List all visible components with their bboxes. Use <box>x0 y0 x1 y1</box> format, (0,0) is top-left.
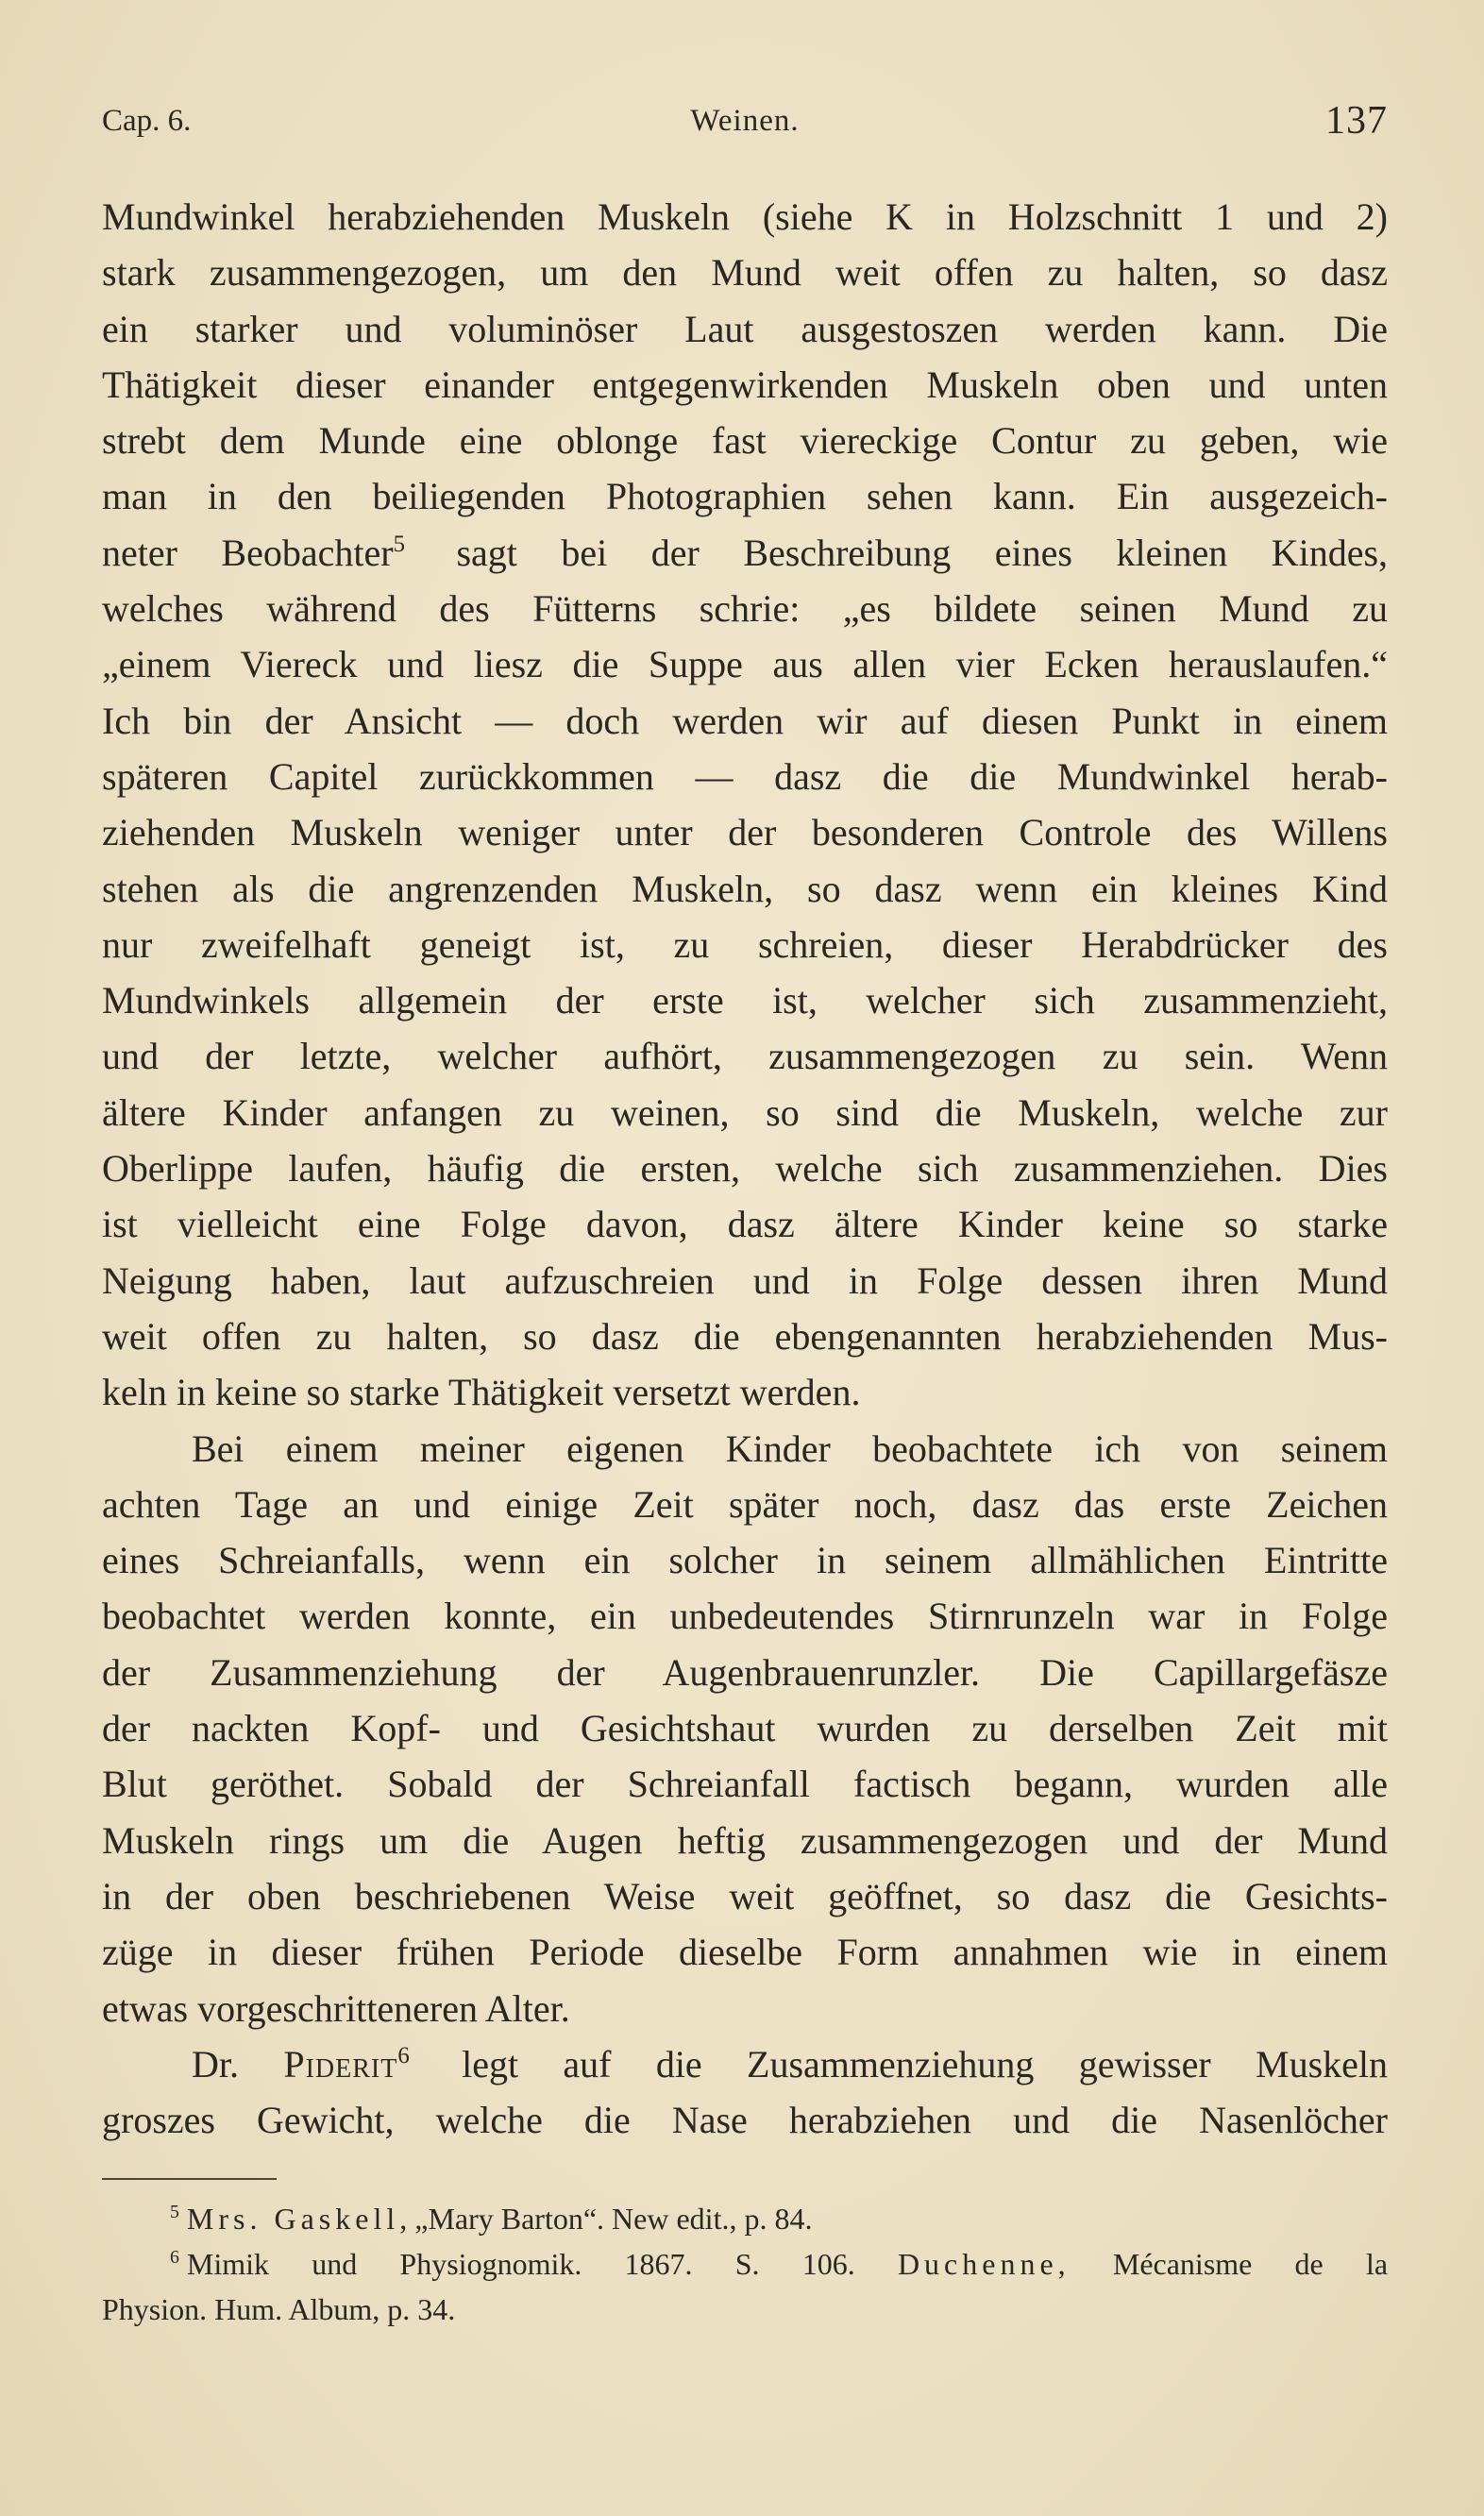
text-line <box>102 525 1388 581</box>
text-line: der nackten Kopf- und Gesichtshaut wurden zu derselben Zeit mit <box>102 1707 1388 1750</box>
text-line: Neigung haben, laut aufzuschreien und in Folge dessen ihren Mund <box>102 1258 1388 1302</box>
author-name: Piderit <box>283 2042 398 2085</box>
text-segment: legt auf die Zusammenziehung gewisser Muskeln <box>462 2042 1388 2085</box>
text-line: welches während des Fütterns schrie: „es bildete seinen Mund zu <box>102 587 1388 631</box>
text-line: etwas vorgeschritteneren Alter. <box>102 1986 570 2030</box>
text-line: späteren Capitel zurückkommen — dasz die die Mundwinkel herab- <box>102 754 1388 798</box>
text-line: und der letzte, welcher aufhört, zusammengezogen zu sein. Wenn <box>102 1035 1388 1078</box>
text-line: in der oben beschriebenen Weise weit geöffnet, so dasz die Gesichts- <box>102 1874 1388 1917</box>
text-line: weit offen zu halten, so dasz die ebengenannten herabziehenden Mus- <box>102 1314 1388 1358</box>
footnote-6 <box>102 2241 1388 2287</box>
footnote-6-continuation: Physion. Hum. Album, p. 34. <box>102 2292 456 2326</box>
text-line: Thätigkeit dieser einander entgegenwirkenden Muskeln oben und unten <box>102 363 1388 406</box>
text-line: keln in keine so starke Thätigkeit versetzt werden. <box>102 1371 861 1414</box>
footnotes <box>102 2196 1388 2332</box>
text-line: stark zusammengezogen, um den Mund weit offen zu halten, so dasz <box>102 251 1388 295</box>
text-line: man in den beiliegenden Photographien sehen kann. Ein ausgezeich- <box>102 475 1388 518</box>
chapter-label: Cap. 6. <box>102 104 192 138</box>
text-line: züge in dieser frühen Periode dieselbe Form annahmen wie in einem <box>102 1931 1388 1974</box>
running-title: Weinen. <box>690 104 800 138</box>
main-text <box>102 189 1388 2148</box>
text-line: Muskeln rings um die Augen heftig zusammengezogen und der Mund <box>102 1818 1388 1862</box>
footnote-text: , „Mary Barton“. New edit., p. 84. <box>399 2202 813 2236</box>
text-segment: Dr. <box>192 2042 239 2085</box>
footnote-divider <box>102 2178 277 2180</box>
text-line: Mundwinkel herabziehenden Muskeln (siehe K in Holzschnitt 1 und 2) <box>102 195 1388 238</box>
text-segment: sagt bei der Beschreibung eines kleinen Kindes, <box>456 531 1388 574</box>
text-line: achten Tage an und einige Zeit später noch, dasz das erste Zeichen <box>102 1482 1388 1526</box>
footnote-5 <box>102 2196 1388 2241</box>
text-line: der Zusammenziehung der Augenbrauenrunzler. Die Capillargefäsze <box>102 1650 1388 1694</box>
text-line: eines Schreianfalls, wenn ein solcher in seinem allmählichen Eintritte <box>102 1539 1388 1582</box>
text-line: Bei einem meiner eigenen Kinder beobachtete ich von seinem <box>192 1427 1388 1470</box>
text-segment: neter Beobachter <box>102 531 394 574</box>
text-line: Blut geröthet. Sobald der Schreianfall factisch begann, wurden alle <box>102 1763 1388 1806</box>
footnote-ref-6[interactable]: 6 <box>397 2042 410 2069</box>
footnote-mark-6: 6 <box>170 2247 179 2269</box>
text-line: beobachtet werden konnte, ein unbedeutendes Stirnrunzeln war in Folge <box>102 1595 1388 1638</box>
footnote-author: Duchenne, <box>897 2247 1071 2281</box>
text-line: ältere Kinder anfangen zu weinen, so sind die Muskeln, welche zur <box>102 1090 1388 1134</box>
text-line: stehen als die angrenzenden Muskeln, so dasz wenn ein kleines Kind <box>102 867 1388 910</box>
text-line: groszes Gewicht, welche die Nase herabziehen und die Nasenlöcher <box>102 2099 1388 2142</box>
text-line <box>102 2036 1388 2092</box>
text-line: Ich bin der Ansicht — doch werden wir auf diesen Punkt in einem <box>102 699 1388 742</box>
text-line: ein starker und voluminöser Laut ausgestoszen werden kann. Die <box>102 307 1388 350</box>
footnote-mark-5: 5 <box>170 2202 179 2223</box>
text-line: Oberlippe laufen, häufig die ersten, welche sich zusammenziehen. Dies <box>102 1147 1388 1190</box>
text-line: nur zweifelhaft geneigt ist, zu schreien, dieser Herabdrücker des <box>102 922 1388 966</box>
footnote-ref-5[interactable]: 5 <box>393 531 405 557</box>
footnote-text: Mimik und Physiognomik. 1867. S. 106. <box>186 2247 855 2281</box>
footnote-text: Mécanisme de la <box>1112 2247 1389 2281</box>
page-number: 137 <box>1325 99 1388 143</box>
text-line: ziehenden Muskeln weniger unter der besonderen Controle des Willens <box>102 811 1388 854</box>
running-header <box>102 98 1388 155</box>
text-line: ist vielleicht eine Folge davon, dasz ältere Kinder keine so starke <box>102 1203 1388 1246</box>
text-line: strebt dem Munde eine oblonge fast viereckige Contur zu geben, wie <box>102 419 1388 463</box>
text-line: „einem Viereck und liesz die Suppe aus allen vier Ecken herauslaufen.“ <box>102 643 1388 686</box>
footnote-author: Mrs. Gaskell <box>186 2202 400 2236</box>
text-line: Mundwinkels allgemein der erste ist, welcher sich zusammenzieht, <box>102 979 1388 1022</box>
